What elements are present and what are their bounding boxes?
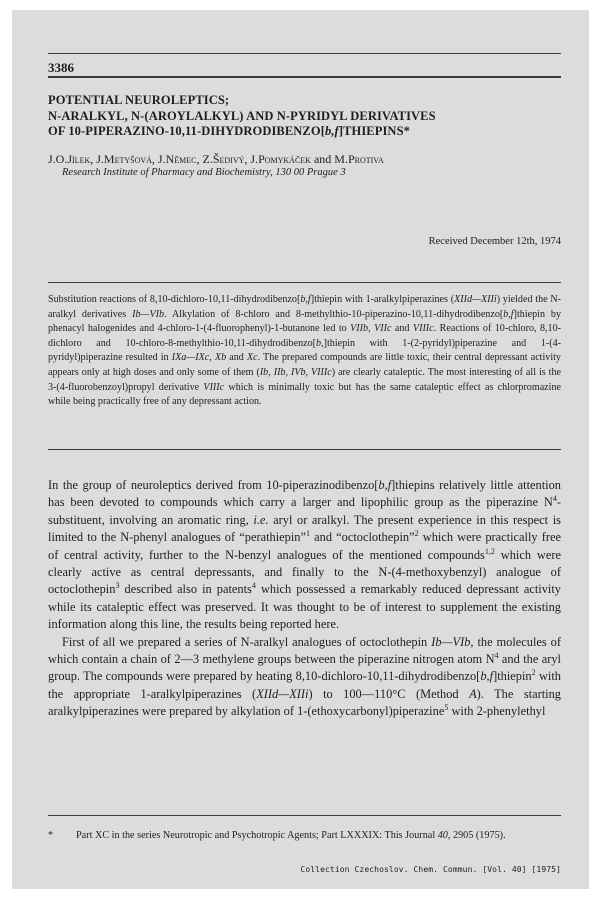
header-bottom-rule: [48, 76, 561, 78]
body-paragraph-1: [48, 477, 561, 634]
abstract-text: ) yielded the N-aralkyl derivatives: [48, 294, 561, 320]
body-text: ) to 100—110°C (Method: [308, 686, 470, 701]
body-citation-superscript: 3: [115, 581, 120, 591]
affiliation: Research Institute of Pharmacy and Biochemistry, 130 00 Prague 3: [62, 167, 346, 178]
body-text: ]thiepins relatively little attention has been devoted to compounds which carry a larger and lipophilic group as the piperazine N: [48, 478, 562, 510]
article-body: [48, 477, 561, 721]
author-name: Jílek: [67, 152, 91, 166]
abstract-text: and: [226, 352, 247, 364]
body-italic: Ib—VIb: [431, 634, 471, 649]
article-title: [48, 93, 568, 140]
body-text: which possessed a remarkably reduced depressant activity while its cataleptic effect was preserved. It was thought to be of interest to supplement the existing information along this line, the results being reported here.: [48, 582, 561, 632]
body-italic: b,f: [378, 478, 392, 492]
body-citation-superscript: 4: [552, 494, 557, 504]
abstract-italic: b,: [316, 337, 324, 349]
title-line-1: POTENTIAL NEUROLEPTICS;: [48, 93, 230, 107]
author-separator: , J.: [90, 152, 104, 166]
abstract-italic: VIIc: [374, 323, 392, 335]
body-text: ]thiepin: [493, 669, 532, 684]
body-text: and “octoclothepin”: [310, 530, 415, 545]
abstract-text: and: [391, 323, 413, 335]
body-citation-superscript: 2: [531, 668, 536, 678]
body-text: with 2-phenylethyl: [448, 704, 546, 719]
body-italic: i.e.: [253, 512, 269, 527]
title-line-3: [48, 124, 568, 140]
footnote-rule: [48, 815, 561, 816]
body-italic: A: [469, 686, 477, 701]
title-line-3-end: ]THIEPINS*: [338, 124, 410, 138]
body-paragraph-2: [48, 634, 561, 721]
abstract-bottom-rule: [48, 449, 561, 450]
author-separator: , J.: [244, 152, 259, 166]
body-italic: b,f: [480, 669, 494, 684]
body-text: with the appropriate 1-aralkylpiperazines (: [48, 669, 561, 701]
title-line-3-text: OF 10-PIPERAZINO-10,11-DIHYDRODIBENZO[: [48, 124, 325, 138]
author-initials: J.O.: [48, 152, 68, 166]
page-number: 3386: [48, 60, 74, 75]
abstract-italic: VIIIc: [412, 323, 434, 335]
abstract: [48, 293, 561, 410]
abstract-italic: VIIb: [350, 323, 369, 335]
abstract-italic: VIIIc: [203, 381, 225, 393]
body-text: -substituent, involving an aromatic ring,: [48, 495, 561, 527]
body-citation-superscript: 4: [494, 650, 499, 660]
journal-footer: Collection Czechoslov. Chem. Commun. [Vol. 40] [1975]: [300, 865, 561, 874]
author-name: Šedivý: [212, 152, 245, 166]
footnote-citation: , 2905 (1975).: [447, 830, 506, 841]
body-citation-superscript: 1: [305, 529, 311, 539]
abstract-text: which is minimally toxic but has the same cataleptic effect as chlorpromazine while being practically free of any depressant action.: [48, 381, 561, 408]
body-text: and the aryl group. The compounds were prepared by heating 8,10-dichloro-10,11-dihydrodibenzo[: [48, 652, 561, 684]
abstract-text: . The prepared compounds are little toxic, their central depressant activity appears only at high doses and only some of them (: [48, 352, 561, 378]
abstract-text: ]thiepin by phenacyl halogenides and 4-chloro-1-(4-fluorophenyl)-1-butanone led to: [48, 308, 561, 335]
abstract-italic: XIId—XIIi: [454, 294, 497, 305]
author-separator: and M.: [310, 152, 348, 166]
author-list: [48, 151, 384, 167]
abstract-italic: IXa—IXc: [171, 352, 210, 364]
body-citation-superscript: 4: [251, 581, 256, 591]
body-italic: XIId—XIIi: [256, 686, 309, 701]
body-text: First of all we prepared a series of N-aralkyl analogues of octoclothepin: [62, 634, 432, 649]
abstract-top-rule: [48, 282, 561, 283]
footnote: [48, 828, 561, 843]
journal-page: [12, 10, 589, 889]
body-text: aryl or aralkyl. The present experience in this respect is limited to the N-phenyl analogues of “perathiepin”: [48, 512, 561, 545]
body-citation-superscript: 2: [414, 529, 419, 539]
body-citation-superscript: 5: [444, 703, 449, 713]
author-separator: , J.: [151, 152, 166, 166]
header-top-rule: [48, 53, 561, 54]
abstract-italic: b,f: [503, 308, 514, 320]
body-text: which were practically free of central activity, further to the N-benzyl analogues of the mentioned compounds: [48, 530, 561, 562]
abstract-italic: Xc: [246, 352, 258, 364]
author-name: Němec: [165, 152, 197, 166]
footnote-text: Part XC in the series Neurotropic and Psychotropic Agents; Part LXXXIX: This Journal: [76, 830, 438, 841]
title-line-2: N-ARALKYL, N-(AROYLALKYL) AND N-PYRIDYL DERIVATIVES: [48, 108, 436, 123]
author-separator: , Z.: [196, 152, 213, 166]
abstract-text: ]thiepin with 1-aralkylpiperazines (: [310, 294, 455, 305]
abstract-text: ,: [209, 352, 215, 364]
abstract-text: Substitution reactions of 8,10-dichloro-10,11-dihydrodibenzo[: [48, 294, 301, 305]
abstract-text: ]thiepin with 1-(2-pyridyl)piperazine and 1-(4-pyridyl)piperazine resulted in: [48, 337, 562, 364]
footnote-volume: 40: [437, 830, 448, 841]
author-name: Protiva: [347, 152, 384, 166]
abstract-italic: Ib, IIb, IVb, VIIIc: [259, 366, 332, 378]
title-line-3-italic: b,f: [324, 124, 339, 138]
received-date: Received December 12th, 1974: [428, 236, 561, 247]
footnote-marker: *: [48, 830, 54, 841]
body-citation-superscript: 1,2: [484, 546, 495, 556]
body-text: ). The starting aralkylpiperazines were prepared by alkylation of 1-(ethoxycarbonyl)piperazine: [48, 686, 561, 719]
abstract-text: . Reactions of 10-chloro, 8,10-dichloro and 10-chloro-8-methylthio-10,11-dihydrodibenzo[: [48, 323, 562, 349]
abstract-italic: Xb: [214, 352, 227, 364]
abstract-italic: b,f: [300, 294, 311, 305]
abstract-text: ,: [368, 323, 375, 335]
body-text: described also in patents: [119, 582, 252, 597]
abstract-text: ) are clearly cataleptic. The most interesting of all is the 3-(4-fluorobenzoyl)propyl derivative: [48, 366, 561, 393]
body-text: which were clearly active as central depressants, and finally to the N-(4-methoxybenzyl) analogue of octoclothepin: [48, 547, 561, 597]
author-name: Pomykáček: [258, 152, 311, 166]
abstract-text: . Alkylation of 8-chloro and 8-methylthio-10-piperazino-10,11-dihydrodibenzo[: [164, 308, 504, 320]
body-text: In the group of neuroleptics derived from 10-piperazinodibenzo[: [48, 478, 379, 492]
body-text: , the molecules of which contain a chain of 2—3 methylene groups between the piperazine nitrogen atom N: [48, 634, 561, 667]
author-name: Metyšová: [103, 152, 152, 166]
abstract-italic: Ib—VIb: [132, 308, 165, 320]
